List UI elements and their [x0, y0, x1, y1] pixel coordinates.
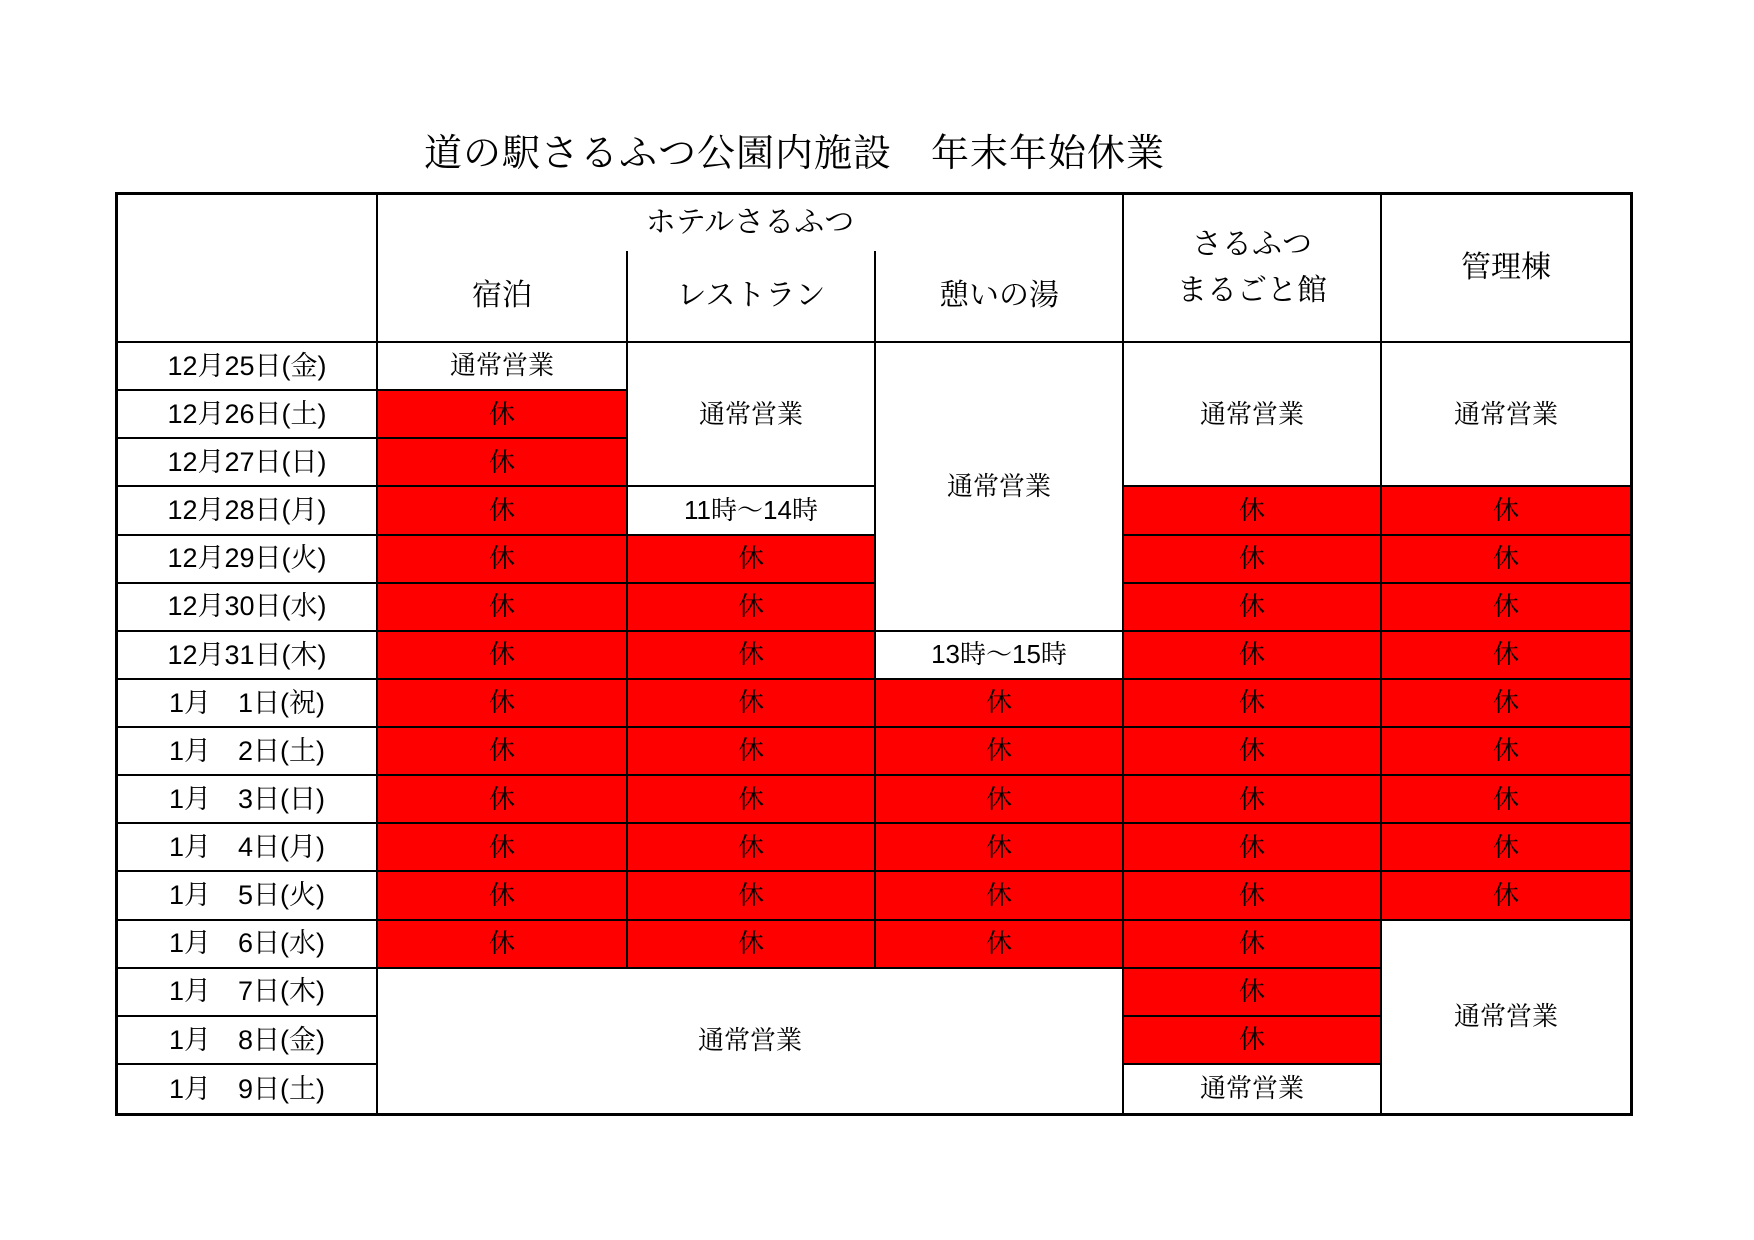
cell-marugoto-r5: 休: [1124, 584, 1382, 632]
date-cell: 1月 7日(木): [118, 969, 378, 1017]
cell-shukuhaku-r5: 休: [378, 584, 628, 632]
cell-restaurant-r12: 休: [628, 921, 876, 969]
page-title: 道の駅さるふつ公園内施設 年末年始休業: [424, 133, 1166, 175]
date-cell: 1月 5日(火): [118, 872, 378, 920]
date-cell: 1月 4日(月): [118, 824, 378, 872]
cell-shukuhaku-r2: 休: [378, 439, 628, 487]
date-cell: 1月 9日(土): [118, 1065, 378, 1113]
cell-marugoto-r14: 休: [1124, 1017, 1382, 1065]
cell-restaurant-r8: 休: [628, 728, 876, 776]
cell-kanri-r9: 休: [1382, 776, 1630, 824]
cell-kanri-r0: 通常営業: [1382, 343, 1630, 487]
cell-bath-r12: 休: [876, 921, 1124, 969]
cell-marugoto-r9: 休: [1124, 776, 1382, 824]
cell-marugoto-r12: 休: [1124, 921, 1382, 969]
cell-restaurant-r6: 休: [628, 632, 876, 680]
cell-shukuhaku-r8: 休: [378, 728, 628, 776]
header-bath: 憩いの湯: [876, 251, 1124, 343]
cell-kanri-r8: 休: [1382, 728, 1630, 776]
cell-restaurant-r0: 通常営業: [628, 343, 876, 487]
header-kanri: 管理棟: [1382, 195, 1630, 343]
date-cell: 1月 8日(金): [118, 1017, 378, 1065]
cell-marugoto-r7: 休: [1124, 680, 1382, 728]
cell-kanri-r3: 休: [1382, 487, 1630, 535]
cell-shukuhaku-r13: 通常営業: [378, 969, 1124, 1113]
header-marugoto: [1124, 195, 1382, 343]
cell-marugoto-r6: 休: [1124, 632, 1382, 680]
header-shukuhaku: 宿泊: [378, 251, 628, 343]
cell-kanri-r4: 休: [1382, 536, 1630, 584]
date-cell: 1月 3日(日): [118, 776, 378, 824]
cell-shukuhaku-r4: 休: [378, 536, 628, 584]
cell-bath-r10: 休: [876, 824, 1124, 872]
cell-shukuhaku-r3: 休: [378, 487, 628, 535]
cell-restaurant-r5: 休: [628, 584, 876, 632]
date-cell: 1月 1日(祝): [118, 680, 378, 728]
corner-cell: [118, 195, 378, 343]
cell-kanri-r10: 休: [1382, 824, 1630, 872]
header-restaurant: レストラン: [628, 251, 876, 343]
cell-restaurant-r9: 休: [628, 776, 876, 824]
cell-shukuhaku-r6: 休: [378, 632, 628, 680]
cell-bath-r7: 休: [876, 680, 1124, 728]
schedule-table: [115, 192, 1633, 1116]
date-cell: 12月30日(水): [118, 584, 378, 632]
cell-marugoto-r13: 休: [1124, 969, 1382, 1017]
cell-bath-r9: 休: [876, 776, 1124, 824]
cell-shukuhaku-r12: 休: [378, 921, 628, 969]
header-hotel-group: ホテルさるふつ: [378, 195, 1124, 251]
cell-kanri-r5: 休: [1382, 584, 1630, 632]
cell-marugoto-r8: 休: [1124, 728, 1382, 776]
date-cell: 1月 2日(土): [118, 728, 378, 776]
date-cell: 12月31日(木): [118, 632, 378, 680]
header-marugoto-line2: まるごと館: [1177, 274, 1327, 307]
cell-marugoto-r4: 休: [1124, 536, 1382, 584]
cell-restaurant-r4: 休: [628, 536, 876, 584]
cell-kanri-r11: 休: [1382, 872, 1630, 920]
cell-bath-r8: 休: [876, 728, 1124, 776]
cell-bath-r0: 通常営業: [876, 343, 1124, 632]
cell-kanri-r6: 休: [1382, 632, 1630, 680]
cell-bath-r6: 13時〜15時: [876, 632, 1124, 680]
header-marugoto-line1: さるふつ: [1192, 227, 1312, 261]
cell-shukuhaku-r0: 通常営業: [378, 343, 628, 391]
cell-shukuhaku-r7: 休: [378, 680, 628, 728]
cell-marugoto-r3: 休: [1124, 487, 1382, 535]
cell-kanri-r7: 休: [1382, 680, 1630, 728]
cell-shukuhaku-r11: 休: [378, 872, 628, 920]
date-cell: 12月25日(金): [118, 343, 378, 391]
cell-bath-r11: 休: [876, 872, 1124, 920]
cell-restaurant-r7: 休: [628, 680, 876, 728]
date-cell: 12月29日(火): [118, 536, 378, 584]
date-cell: 1月 6日(水): [118, 921, 378, 969]
cell-marugoto-r15: 通常営業: [1124, 1065, 1382, 1113]
date-cell: 12月27日(日): [118, 439, 378, 487]
cell-kanri-r12: 通常営業: [1382, 921, 1630, 1114]
cell-restaurant-r3: 11時〜14時: [628, 487, 876, 535]
cell-shukuhaku-r1: 休: [378, 391, 628, 439]
date-cell: 12月28日(月): [118, 487, 378, 535]
cell-marugoto-r0: 通常営業: [1124, 343, 1382, 487]
date-cell: 12月26日(土): [118, 391, 378, 439]
cell-shukuhaku-r9: 休: [378, 776, 628, 824]
cell-restaurant-r11: 休: [628, 872, 876, 920]
cell-marugoto-r10: 休: [1124, 824, 1382, 872]
cell-restaurant-r10: 休: [628, 824, 876, 872]
cell-marugoto-r11: 休: [1124, 872, 1382, 920]
cell-shukuhaku-r10: 休: [378, 824, 628, 872]
